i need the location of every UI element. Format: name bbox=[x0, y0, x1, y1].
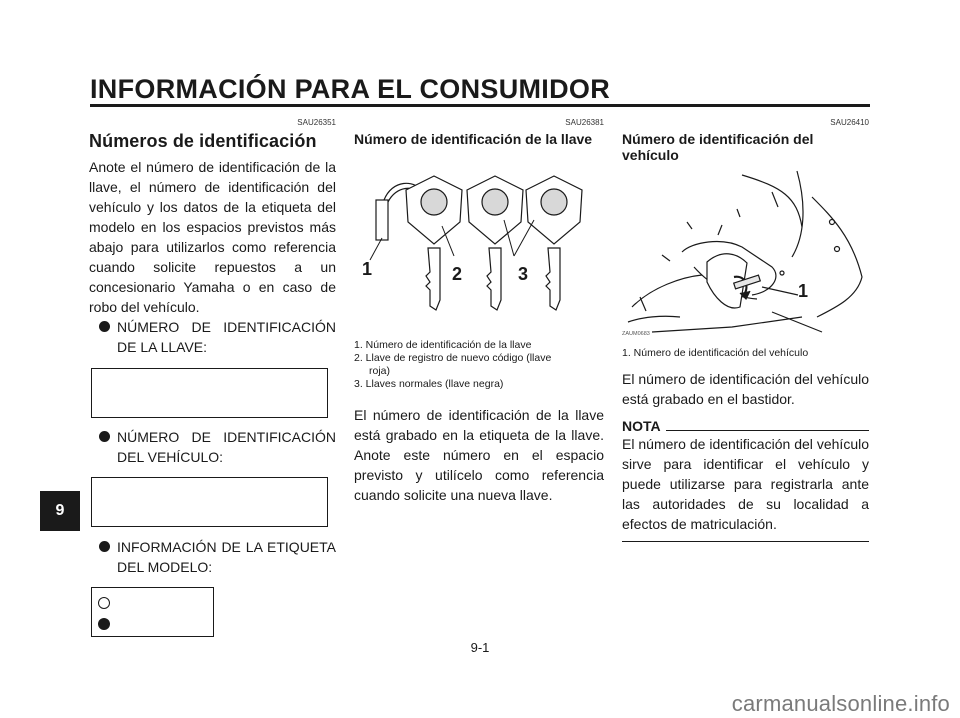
nota-label: NOTA bbox=[622, 418, 661, 434]
section-code: SAU26410 bbox=[830, 118, 869, 127]
bullet-text: NÚMERO DE IDENTIFICACIÓN DE LA LLAVE: bbox=[117, 319, 336, 355]
caption-line: 1. Número de identificación de la llave bbox=[354, 339, 532, 351]
caption-line: 3. Llaves normales (llave negra) bbox=[354, 378, 504, 390]
bullet-dot-icon bbox=[99, 431, 110, 442]
model-label-entry-box[interactable] bbox=[91, 587, 214, 637]
bullet-text: INFORMACIÓN DE LA ETIQUETA DEL MODELO: bbox=[117, 539, 336, 575]
nota-body: El número de identificación del vehículo sirve para identificar el vehículo y puede utilizarse para registrarla ante las autoridades de su localidad a efectos de matriculación. bbox=[622, 436, 869, 532]
callout-1: 1 bbox=[798, 281, 809, 301]
page-header-title: INFORMACIÓN PARA EL CONSUMIDOR bbox=[90, 74, 610, 104]
chapter-tab: 9 bbox=[40, 491, 80, 531]
callout-2: 2 bbox=[452, 264, 463, 284]
section-body: El número de identificación del vehículo está grabado en el bastidor. bbox=[622, 371, 869, 407]
bullet-dot-icon bbox=[99, 541, 110, 552]
section-body: El número de identificación de la llave está grabado en la etiqueta de la llave. Anote este número en el espacio previsto y utilícelo como referencia cuando solicite una nueva llave. bbox=[354, 407, 604, 503]
key-red-registration bbox=[406, 176, 462, 310]
callout-3: 3 bbox=[518, 264, 529, 284]
section-title: Número de identificación de la llave bbox=[354, 131, 593, 147]
section-code: SAU26351 bbox=[297, 118, 336, 127]
keys-illustration bbox=[354, 160, 604, 315]
vehicle-id-entry-box[interactable] bbox=[91, 477, 328, 527]
section-key-id bbox=[354, 118, 604, 505]
open-circle-icon bbox=[98, 597, 110, 609]
section-identification-numbers bbox=[89, 118, 336, 637]
key-id-entry-box[interactable] bbox=[91, 368, 328, 418]
section-vehicle-id bbox=[622, 118, 869, 542]
key-black-normal-2 bbox=[526, 176, 582, 310]
callout-1: 1 bbox=[362, 259, 373, 279]
section-title: Números de identificación bbox=[89, 131, 317, 151]
nota-rule bbox=[666, 430, 869, 431]
nota-heading bbox=[622, 418, 869, 434]
figure-caption: 1. Número de identificación del vehículo bbox=[622, 347, 809, 359]
section-title: Número de identificación del vehículo bbox=[622, 131, 814, 163]
bullet-text: NÚMERO DE IDENTIFICACIÓN DEL VEHÍCULO: bbox=[117, 429, 336, 465]
watermark: carmanualsonline.info bbox=[731, 691, 950, 716]
frame-illustration bbox=[622, 167, 869, 337]
nota-end-rule bbox=[622, 541, 869, 542]
filled-circle-icon bbox=[98, 618, 110, 630]
key-black-normal-1 bbox=[467, 176, 523, 310]
section-body: Anote el número de identificación de la llave, el número de identificación del vehículo y los datos de la etiqueta del modelo en los espacios previstos más abajo para utilizarlos como referencia cuando solicite repuestos a un concesionario Yamaha o en caso de robo del vehículo. bbox=[89, 159, 336, 315]
caption-line: roja) bbox=[369, 365, 391, 377]
caption-line: 2. Llave de registro de nuevo código (llave bbox=[354, 352, 552, 364]
section-code: SAU26381 bbox=[565, 118, 604, 127]
bullet-dot-icon bbox=[99, 321, 110, 332]
bullet-vehicle-id bbox=[89, 427, 336, 467]
header-rule bbox=[90, 104, 870, 107]
figure-captions bbox=[354, 339, 604, 391]
bullet-key-id bbox=[89, 317, 336, 357]
bullet-model-label bbox=[89, 537, 336, 577]
page-number: 9-1 bbox=[470, 640, 490, 655]
figure-code: ZAUM0683 bbox=[622, 331, 650, 337]
